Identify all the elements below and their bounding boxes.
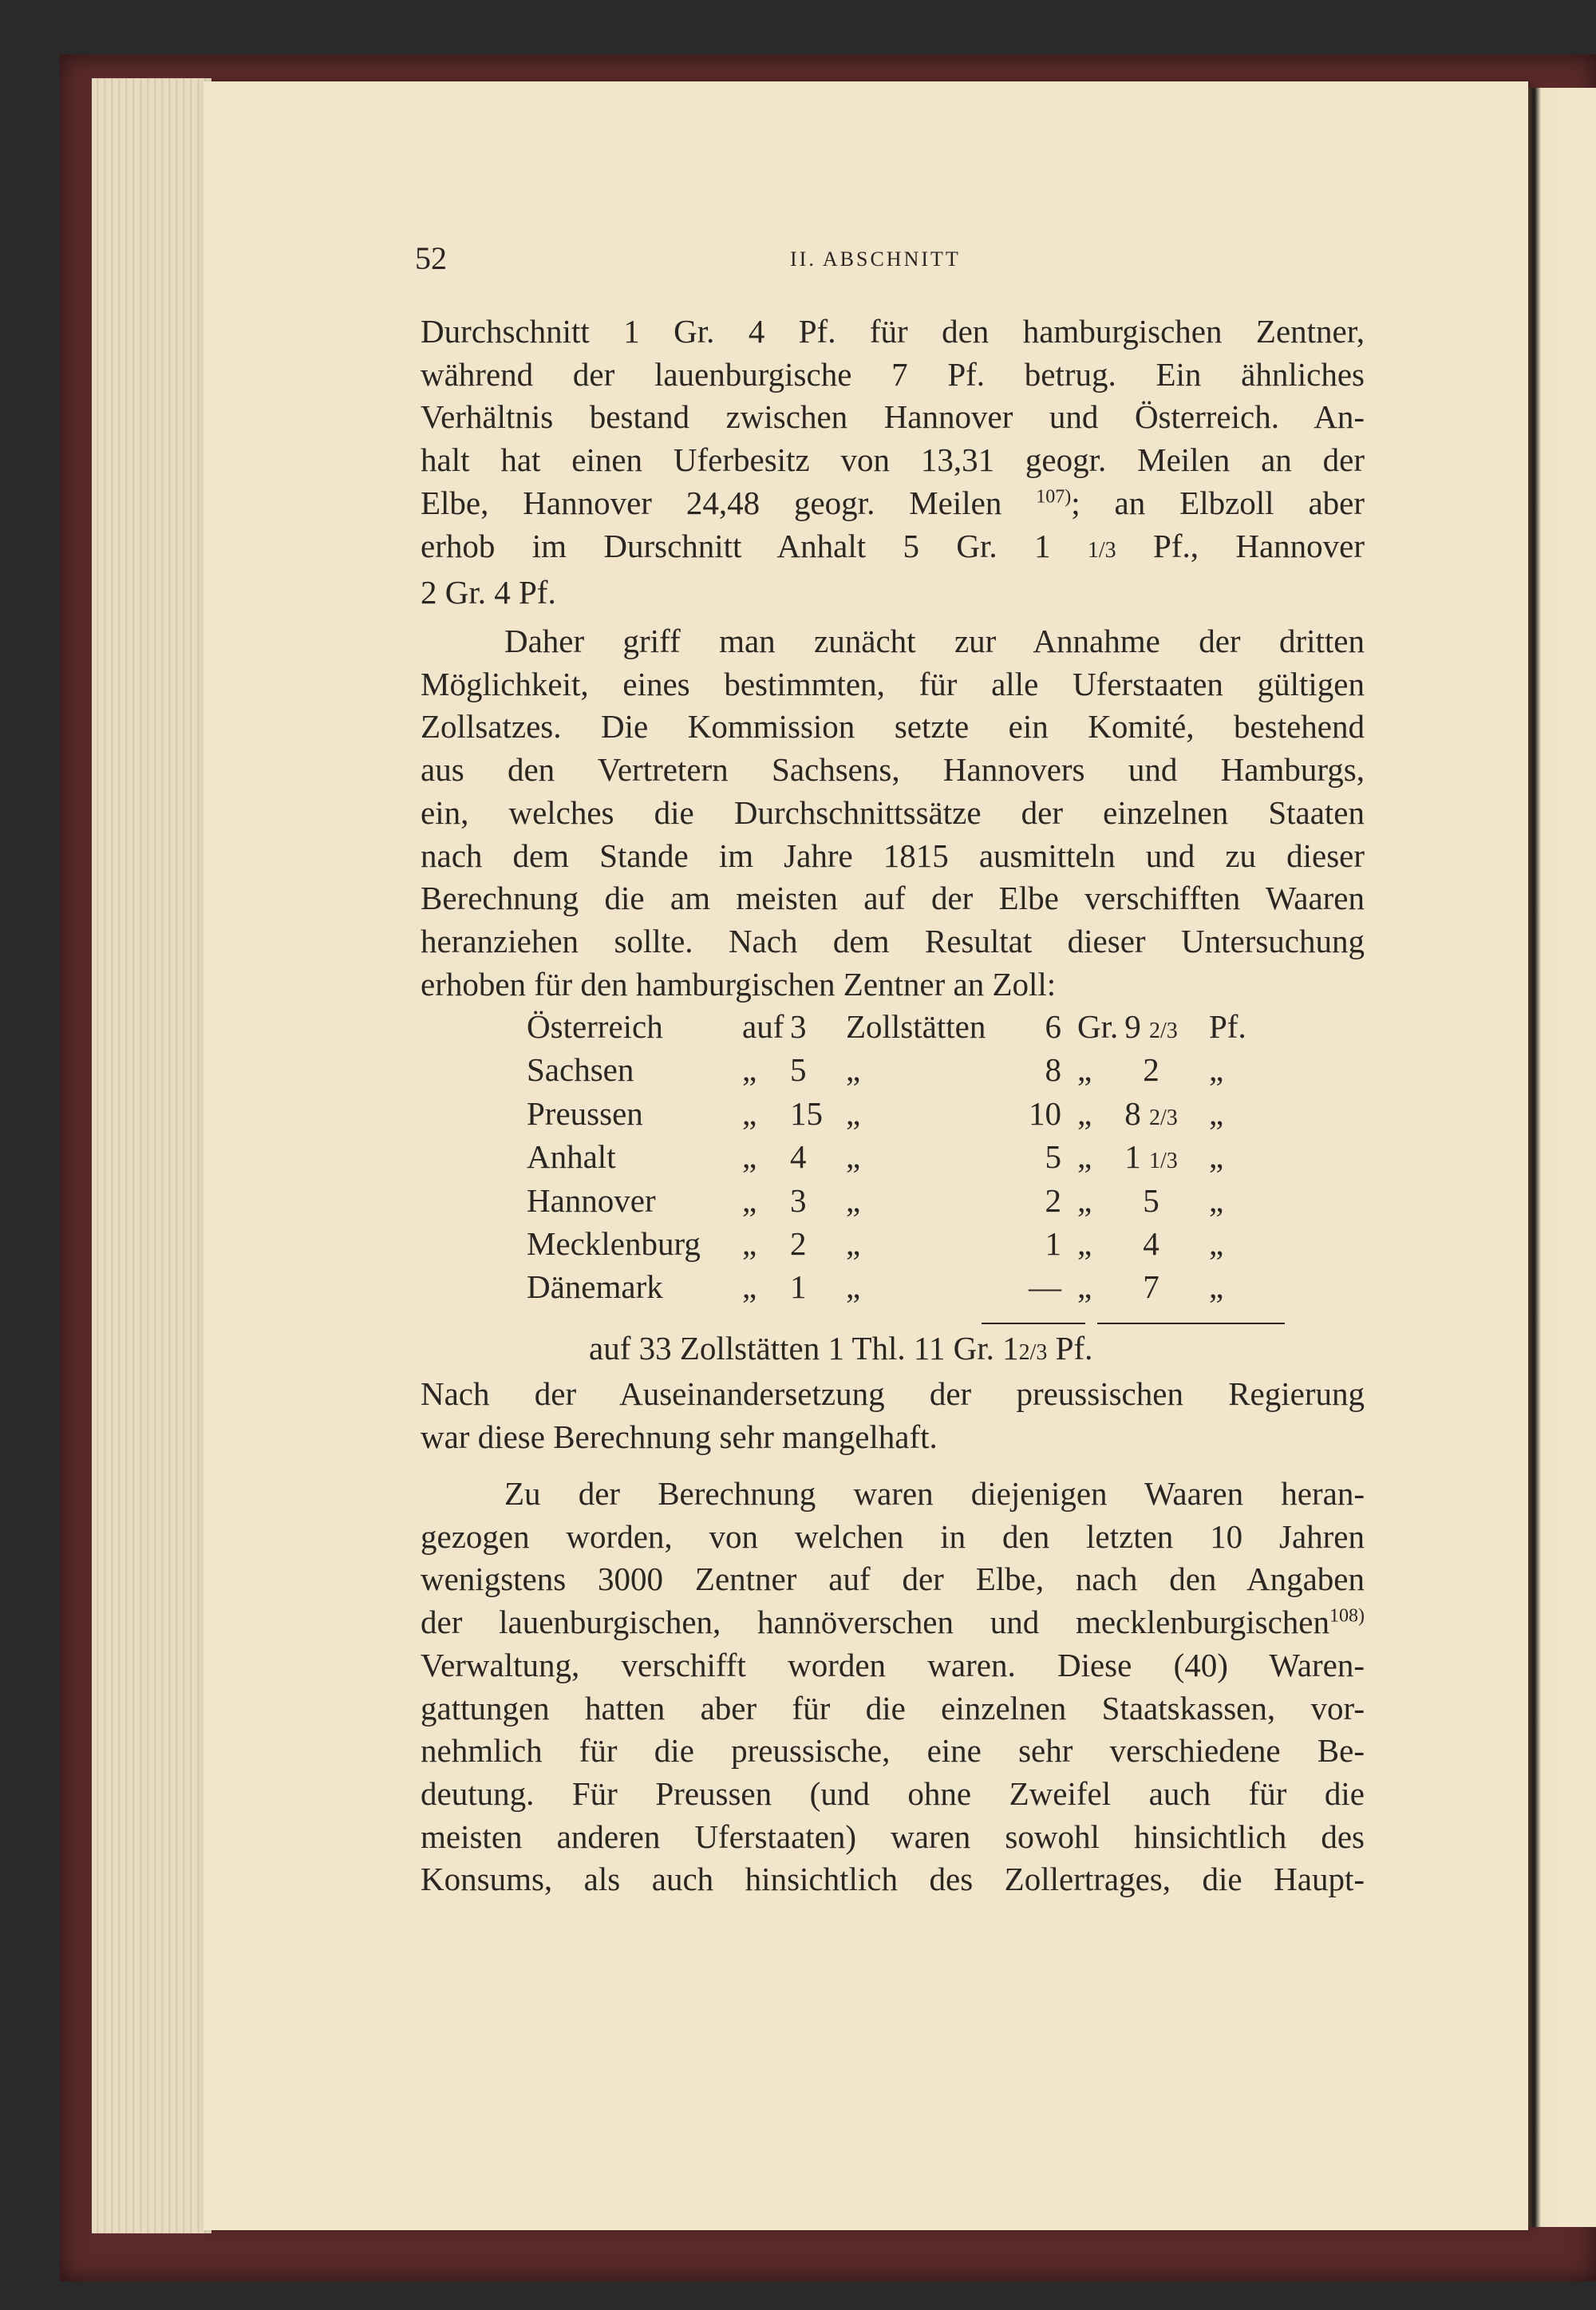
sum-rule bbox=[982, 1323, 1085, 1324]
text-line: wenigstens 3000 Zentner auf der Elbe, nach den Angaben bbox=[421, 1560, 1365, 1598]
station-count: 4 bbox=[790, 1138, 807, 1176]
page-header bbox=[415, 239, 1381, 278]
auf-label: auf bbox=[742, 1008, 784, 1045]
state-name: Österreich bbox=[527, 1008, 663, 1045]
paragraph-3 bbox=[421, 1373, 1365, 1458]
groschen-value: 10 bbox=[1029, 1094, 1061, 1132]
state-name: Anhalt bbox=[527, 1138, 616, 1176]
table-row bbox=[527, 1137, 1277, 1181]
table-row bbox=[527, 1181, 1277, 1224]
ditto-mark: „ bbox=[1077, 1268, 1092, 1306]
text-line: Verwaltung, verschifft worden waren. Diese (40) Waren- bbox=[421, 1646, 1365, 1683]
station-count: 3 bbox=[790, 1008, 807, 1045]
pfennig-whole: 7 bbox=[1143, 1268, 1159, 1306]
pfennig-value bbox=[1121, 1137, 1181, 1176]
groschen-label: Gr. bbox=[1077, 1008, 1119, 1045]
text-line bbox=[421, 525, 1365, 572]
text-fragment: erhob im Durschnitt Anhalt 5 Gr. 1 bbox=[421, 527, 1051, 564]
table-total bbox=[589, 1329, 1092, 1367]
fraction: 2/3 bbox=[1148, 1019, 1178, 1043]
ditto-mark: „ bbox=[1077, 1138, 1092, 1176]
text-line: 2 Gr. 4 Pf. bbox=[421, 574, 556, 611]
station-count: 1 bbox=[790, 1268, 807, 1306]
text-line: erhoben für den hamburgischen Zentner an Zoll: bbox=[421, 965, 1057, 1003]
fraction: 1/3 bbox=[1087, 537, 1116, 563]
station-count: 2 bbox=[790, 1224, 807, 1262]
text-line bbox=[421, 1601, 1365, 1644]
ditto-mark: „ bbox=[742, 1094, 757, 1132]
ditto-mark: „ bbox=[1209, 1224, 1224, 1262]
ditto-mark: „ bbox=[742, 1138, 757, 1176]
facing-page-edge bbox=[1528, 88, 1596, 2227]
text-line: Durchschnitt 1 Gr. 4 Pf. für den hamburgischen Zentner, bbox=[421, 313, 1365, 350]
station-label: Zollstätten bbox=[846, 1008, 986, 1045]
pfennig-value bbox=[1121, 1224, 1181, 1263]
state-name: Sachsen bbox=[527, 1051, 634, 1089]
page-edges bbox=[92, 78, 211, 2233]
groschen-value: 2 bbox=[1045, 1181, 1061, 1219]
page-number: 52 bbox=[415, 240, 447, 276]
text-line: gezogen worden, von welchen in den letzten 10 Jahren bbox=[421, 1517, 1365, 1555]
ditto-mark: „ bbox=[846, 1051, 861, 1089]
text-line: Zu der Berechnung waren diejenigen Waaren heran- bbox=[504, 1475, 1365, 1512]
state-name: Mecklenburg bbox=[527, 1224, 701, 1262]
text-line: halt hat einen Uferbesitz von 13,31 geogr. Meilen an der bbox=[421, 441, 1365, 479]
text-line: ein, welches die Durchschnittssätze der einzelnen Staaten bbox=[421, 793, 1365, 831]
text-line: gattungen hatten aber für die einzelnen Staatskassen, vor- bbox=[421, 1689, 1365, 1727]
ditto-mark: „ bbox=[1077, 1224, 1092, 1262]
ditto-mark: „ bbox=[1077, 1051, 1092, 1089]
station-count: 5 bbox=[790, 1051, 807, 1089]
ditto-mark: „ bbox=[846, 1268, 861, 1306]
pfennig-value bbox=[1121, 1050, 1181, 1089]
table-row bbox=[527, 1268, 1277, 1311]
table-row bbox=[527, 1094, 1277, 1137]
pfennig-whole: 2 bbox=[1143, 1051, 1159, 1089]
ditto-mark: „ bbox=[1209, 1268, 1224, 1306]
ditto-mark: „ bbox=[742, 1224, 757, 1262]
text-line: heranziehen sollte. Nach dem Resultat dieser Untersuchung bbox=[421, 922, 1365, 959]
pfennig-value bbox=[1121, 1007, 1181, 1046]
ditto-mark: „ bbox=[846, 1181, 861, 1219]
toll-table bbox=[527, 1007, 1277, 1311]
state-name: Preussen bbox=[527, 1094, 643, 1132]
groschen-value: — bbox=[1029, 1268, 1061, 1306]
groschen-value: 5 bbox=[1045, 1138, 1061, 1176]
pfennig-whole: 8 bbox=[1124, 1094, 1141, 1132]
pfennig-whole: 1 bbox=[1124, 1138, 1141, 1176]
ditto-mark: „ bbox=[846, 1094, 861, 1132]
ditto-mark: „ bbox=[1209, 1181, 1224, 1219]
pfennig-whole: 4 bbox=[1143, 1224, 1159, 1262]
pfennig-value bbox=[1121, 1181, 1181, 1220]
text-fragment: Pf., Hannover bbox=[1116, 527, 1365, 564]
text-line: Konsums, als auch hinsichtlich des Zollertrages, die Haupt- bbox=[421, 1861, 1365, 1898]
text-line: deutung. Für Preussen (und ohne Zweifel auch für die bbox=[421, 1774, 1365, 1812]
state-name: Dänemark bbox=[527, 1268, 663, 1306]
text-fragment: der lauenburgischen, hannöverschen und mecklenburgischen bbox=[421, 1604, 1329, 1641]
station-count: 3 bbox=[790, 1181, 807, 1219]
paragraph-1 bbox=[421, 311, 1365, 614]
text-line: Verhältnis bestand zwischen Hannover und Österreich. An- bbox=[421, 398, 1365, 436]
text-line: Zollsatzes. Die Kommission setzte ein Komité, bestehend bbox=[421, 708, 1365, 746]
paragraph-4 bbox=[421, 1473, 1365, 1901]
table-row bbox=[527, 1050, 1277, 1094]
sum-rule bbox=[1097, 1323, 1285, 1324]
footnote-ref-108: 108) bbox=[1329, 1605, 1365, 1627]
text-fragment: Elbe, Hannover 24,48 geogr. Meilen bbox=[421, 484, 1002, 521]
text-line: meisten anderen Uferstaaten) waren sowohl hinsichtlich des bbox=[421, 1818, 1365, 1855]
total-text: auf 33 Zollstätten 1 Thl. 11 Gr. 1 bbox=[589, 1330, 1019, 1367]
ditto-mark: „ bbox=[742, 1051, 757, 1089]
running-head: II. ABSCHNITT bbox=[790, 247, 961, 271]
pfennig-whole: 5 bbox=[1143, 1181, 1159, 1219]
table-row bbox=[527, 1007, 1277, 1050]
station-count: 15 bbox=[790, 1094, 823, 1132]
ditto-mark: „ bbox=[1209, 1094, 1224, 1132]
ditto-mark: „ bbox=[1077, 1094, 1092, 1132]
text-line: Nach der Auseinandersetzung der preussischen Regierung bbox=[421, 1375, 1365, 1412]
state-name: Hannover bbox=[527, 1181, 656, 1219]
pfennig-whole: 9 bbox=[1124, 1008, 1141, 1045]
fraction: 2/3 bbox=[1148, 1105, 1178, 1130]
groschen-value: 8 bbox=[1045, 1051, 1061, 1089]
text-line: Berechnung die am meisten auf der Elbe verschifften Waaren bbox=[421, 880, 1365, 917]
pfennig-value bbox=[1121, 1094, 1181, 1133]
text-fragment: ; an Elbzoll aber bbox=[1071, 484, 1365, 521]
paragraph-2 bbox=[421, 620, 1365, 1006]
total-unit: Pf. bbox=[1047, 1330, 1093, 1367]
text-line: nach dem Stande im Jahre 1815 ausmitteln und zu dieser bbox=[421, 837, 1365, 874]
ditto-mark: „ bbox=[846, 1138, 861, 1176]
groschen-value: 6 bbox=[1045, 1008, 1061, 1045]
pfennig-value bbox=[1121, 1268, 1181, 1306]
text-line: Daher griff man zunächt zur Annahme der dritten bbox=[504, 623, 1365, 659]
text-line: nehmlich für die preussische, eine sehr verschiedene Be- bbox=[421, 1732, 1365, 1770]
ditto-mark: „ bbox=[1209, 1138, 1224, 1176]
text-line: Möglichkeit, eines bestimmten, für alle Uferstaaten gültigen bbox=[421, 665, 1365, 702]
ditto-mark: „ bbox=[742, 1181, 757, 1219]
pfennig-label: Pf. bbox=[1209, 1008, 1246, 1045]
ditto-mark: „ bbox=[846, 1224, 861, 1262]
text-line: aus den Vertretern Sachsens, Hannovers und Hamburgs, bbox=[421, 751, 1365, 789]
groschen-value: 1 bbox=[1045, 1224, 1061, 1262]
ditto-mark: „ bbox=[1209, 1051, 1224, 1089]
table-row bbox=[527, 1224, 1277, 1268]
text-line bbox=[421, 482, 1365, 525]
footnote-ref-107: 107) bbox=[1036, 486, 1072, 508]
ditto-mark: „ bbox=[742, 1268, 757, 1306]
fraction: 2/3 bbox=[1018, 1340, 1048, 1365]
text-line: war diese Berechnung sehr mangelhaft. bbox=[421, 1418, 938, 1455]
ditto-mark: „ bbox=[1077, 1181, 1092, 1219]
text-line: während der lauenburgische 7 Pf. betrug. Ein ähnliches bbox=[421, 355, 1365, 393]
fraction: 1/3 bbox=[1148, 1149, 1178, 1174]
